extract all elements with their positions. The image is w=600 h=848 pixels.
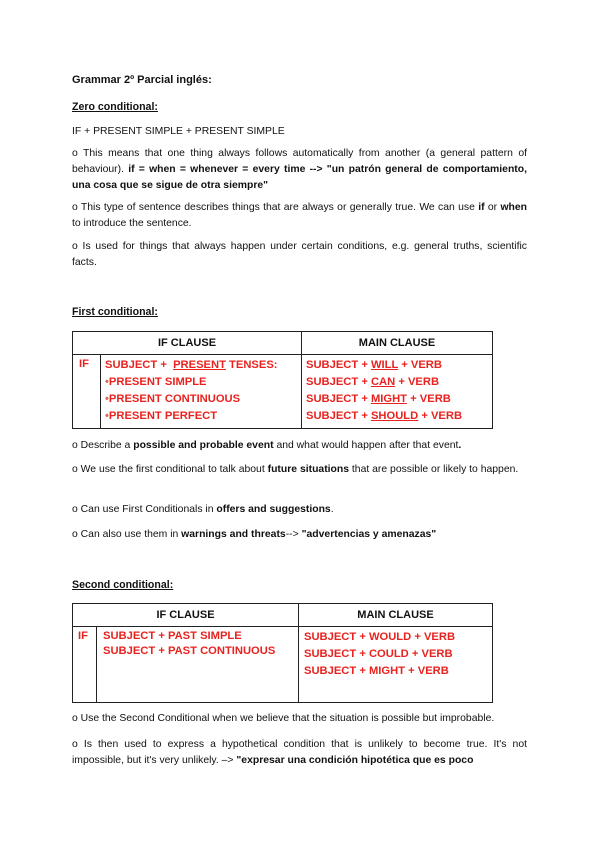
second-conditional-table: [72, 603, 493, 703]
second-paragraph-2: o Is then used to express a hypothetical condition that is unlikely to become true. It's not impossible, but it's very unlikely. –> "expresar una condición hipotética que es poco: [72, 739, 527, 766]
first-paragraph-2: o We use the first conditional to talk about future situations that are possible or likely to happen.: [72, 464, 519, 475]
second-if-clause-cell: SUBJECT + PAST SIMPLE SUBJECT + PAST CONTINUOUS: [97, 627, 299, 703]
bullet-icon: •: [105, 410, 109, 422]
if-label: IF: [73, 627, 97, 703]
first-main-clause-cell: SUBJECT + WILL + VERB SUBJECT + CAN + VERB SUBJECT + MIGHT + VERB SUBJECT + SHOULD + VERB: [302, 355, 493, 429]
zero-paragraph-1: o This means that one thing always follows automatically from another (a general pattern of behaviour). if = when = whenever = every time --> "un patrón general de comportamiento, una cosa que se sigue de otra siempre": [72, 148, 527, 191]
main-clause-header: MAIN CLAUSE: [302, 332, 493, 355]
first-paragraph-4: o Can also use them in warnings and threats--> "advertencias y amenazas": [72, 529, 437, 540]
second-conditional-heading: Second conditional:: [72, 579, 174, 591]
bullet-icon: •: [105, 376, 109, 388]
bullet-icon: •: [105, 393, 109, 405]
if-label: IF: [73, 355, 101, 429]
first-paragraph-3: o Can use First Conditionals in offers and suggestions.: [72, 504, 334, 515]
zero-paragraph-2: o This type of sentence describes things that are always or generally true. We can use if or when to introduce the sentence.: [72, 202, 528, 229]
first-conditional-table: [72, 331, 493, 429]
first-if-clause-cell: SUBJECT + PRESENT TENSES: •PRESENT SIMPLE •PRESENT CONTINUOUS •PRESENT PERFECT: [101, 355, 302, 429]
if-clause-header: IF CLAUSE: [73, 332, 302, 355]
main-clause-header: MAIN CLAUSE: [299, 604, 493, 627]
second-main-clause-cell: SUBJECT + WOULD + VERB SUBJECT + COULD + VERB SUBJECT + MIGHT + VERB: [299, 627, 493, 703]
first-conditional-heading: First conditional:: [72, 306, 158, 318]
first-paragraph-1: o Describe a possible and probable event and what would happen after that event.: [72, 440, 462, 451]
zero-formula: IF + PRESENT SIMPLE + PRESENT SIMPLE: [72, 126, 285, 137]
zero-conditional-heading: Zero conditional:: [72, 101, 158, 113]
zero-paragraph-3: o Is used for things that always happen under certain conditions, e.g. general truths, scientific facts.: [72, 241, 527, 268]
second-paragraph-1: o Use the Second Conditional when we believe that the situation is possible but improbable.: [72, 713, 495, 724]
if-clause-header: IF CLAUSE: [73, 604, 299, 627]
page-title: Grammar 2º Parcial inglés:: [72, 74, 212, 86]
